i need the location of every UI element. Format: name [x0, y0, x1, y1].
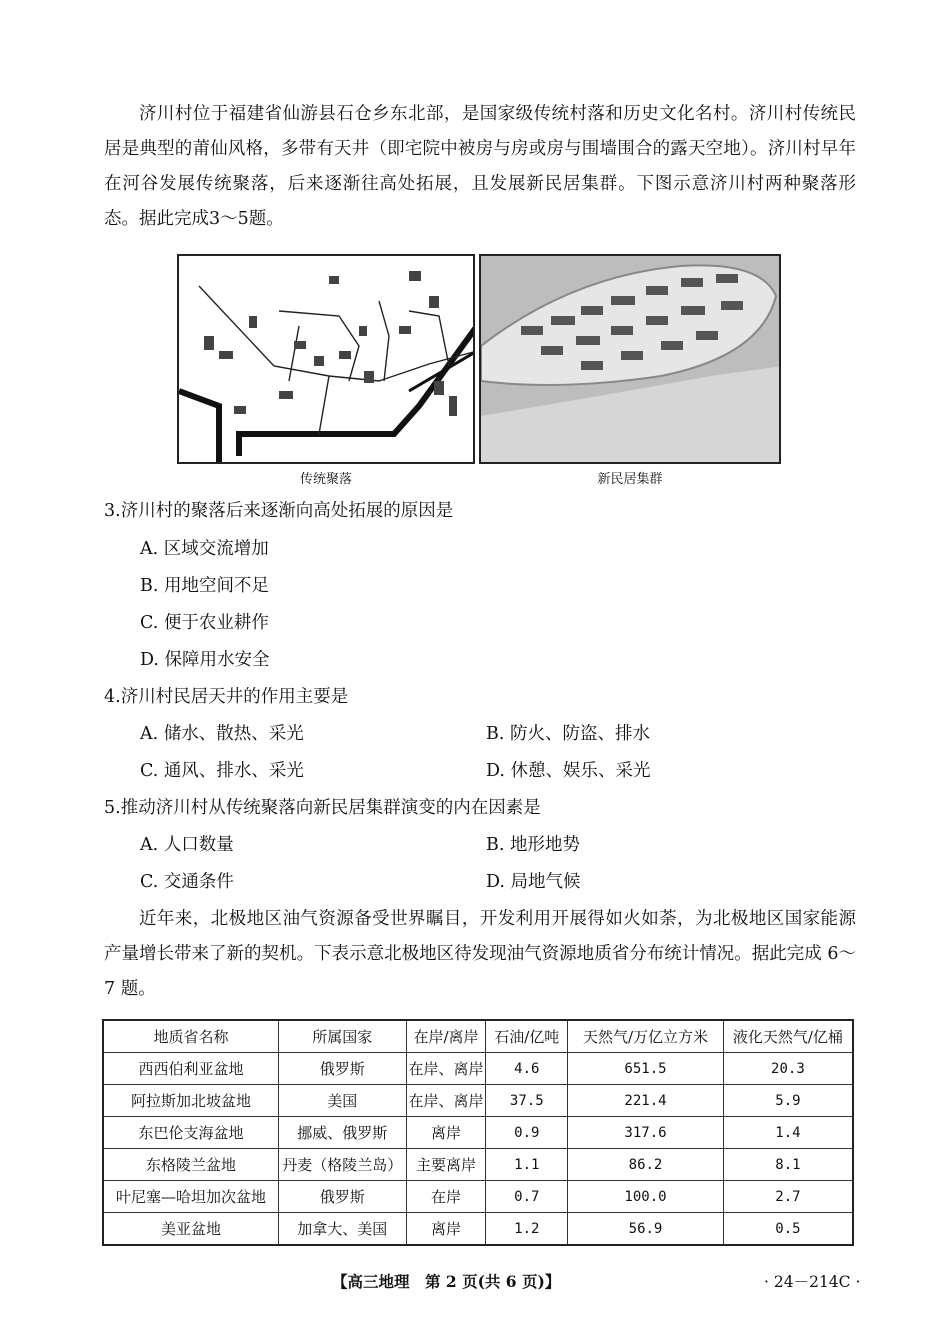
- new-residential-svg: [481, 256, 781, 464]
- cell-country: 丹麦（格陵兰岛）: [278, 1149, 406, 1181]
- header-province: 地质省名称: [103, 1020, 278, 1053]
- arctic-oil-gas-table: [102, 1019, 854, 1246]
- q3-option-c[interactable]: C. 便于农业耕作: [140, 613, 269, 633]
- cell-onshore: 离岸: [406, 1117, 486, 1149]
- question-4-stem: 4.济川村民居天井的作用主要是: [104, 687, 349, 707]
- caption-new-residential: 新民居集群: [597, 472, 663, 487]
- cell-country: 俄罗斯: [278, 1053, 406, 1085]
- cell-oil: 0.7: [486, 1181, 568, 1213]
- cell-oil: 37.5: [486, 1085, 568, 1117]
- cell-province: 叶尼塞—哈坦加次盆地: [103, 1181, 278, 1213]
- cell-onshore: 在岸: [406, 1181, 486, 1213]
- cell-gas: 56.9: [568, 1213, 724, 1246]
- table-row: [103, 1181, 853, 1213]
- cell-gas: 100.0: [568, 1181, 724, 1213]
- footer-code: · 24－214C ·: [764, 1273, 861, 1291]
- q4-option-a[interactable]: A. 储水、散热、采光: [140, 724, 304, 744]
- q5-option-d[interactable]: D. 局地气候: [486, 872, 581, 892]
- question-5-stem: 5.推动济川村从传统聚落向新民居集群演变的内在因素是: [104, 798, 541, 818]
- passage-arctic: 近年来，北极地区油气资源备受世界瞩目，开发利用开展得如火如荼，为北极地区国家能源产量增长带来了新的契机。下表示意北极地区待发现油气资源地质省分布统计情况。据此完成 6～7 题。: [104, 909, 856, 999]
- q5-option-a[interactable]: A. 人口数量: [140, 835, 234, 855]
- header-onshore: 在岸/离岸: [406, 1020, 486, 1053]
- cell-lng: 8.1: [723, 1149, 853, 1181]
- cell-province: 东格陵兰盆地: [103, 1149, 278, 1181]
- q3-option-a[interactable]: A. 区域交流增加: [140, 539, 269, 559]
- footer-page-info: 【高三地理 第 2 页(共 6 页)】: [332, 1272, 561, 1291]
- q4-option-b[interactable]: B. 防火、防盗、排水: [486, 724, 650, 744]
- header-oil: 石油/亿吨: [486, 1020, 568, 1053]
- header-lng: 液化天然气/亿桶: [723, 1020, 853, 1053]
- cell-lng: 5.9: [723, 1085, 853, 1117]
- cell-oil: 4.6: [486, 1053, 568, 1085]
- header-country: 所属国家: [278, 1020, 406, 1053]
- cell-onshore: 在岸、离岸: [406, 1085, 486, 1117]
- cell-country: 美国: [278, 1085, 406, 1117]
- question-3-stem: 3.济川村的聚落后来逐渐向高处拓展的原因是: [104, 501, 454, 521]
- cell-oil: 1.2: [486, 1213, 568, 1246]
- q3-option-b[interactable]: B. 用地空间不足: [140, 576, 269, 596]
- cell-province: 西西伯利亚盆地: [103, 1053, 278, 1085]
- cell-oil: 0.9: [486, 1117, 568, 1149]
- cell-onshore: 在岸、离岸: [406, 1053, 486, 1085]
- q5-option-c[interactable]: C. 交通条件: [140, 872, 234, 892]
- cell-gas: 651.5: [568, 1053, 724, 1085]
- passage-jichuan: 济川村位于福建省仙游县石仓乡东北部，是国家级传统村落和历史文化名村。济川村传统民居是典型的莆仙风格，多带有天井（即宅院中被房与房或房与围墙围合的露天空地）。济川村早年在河谷发展传统聚落，后来逐渐往高处拓展，且发展新民居集群。下图示意济川村两种聚落形态。据此完成3～5题。: [104, 104, 856, 229]
- caption-traditional: 传统聚落: [299, 472, 352, 487]
- cell-onshore: 主要离岸: [406, 1149, 486, 1181]
- cell-lng: 0.5: [723, 1213, 853, 1246]
- q4-option-d[interactable]: D. 休憩、娱乐、采光: [486, 761, 651, 781]
- cell-country: 挪威、俄罗斯: [278, 1117, 406, 1149]
- cell-lng: 20.3: [723, 1053, 853, 1085]
- table-row: [103, 1117, 853, 1149]
- new-residential-cluster-photo: [479, 254, 781, 464]
- cell-lng: 1.4: [723, 1117, 853, 1149]
- cell-province: 美亚盆地: [103, 1213, 278, 1246]
- cell-lng: 2.7: [723, 1181, 853, 1213]
- cell-onshore: 离岸: [406, 1213, 486, 1246]
- cell-country: 加拿大、美国: [278, 1213, 406, 1246]
- table-row: [103, 1149, 853, 1181]
- cell-country: 俄罗斯: [278, 1181, 406, 1213]
- q3-option-d[interactable]: D. 保障用水安全: [140, 650, 270, 670]
- cell-gas: 221.4: [568, 1085, 724, 1117]
- header-gas: 天然气/万亿立方米: [568, 1020, 724, 1053]
- cell-gas: 317.6: [568, 1117, 724, 1149]
- table-header-row: [103, 1020, 853, 1053]
- traditional-settlement-map: [177, 254, 475, 464]
- traditional-settlement-svg: [179, 256, 475, 464]
- cell-province: 阿拉斯加北坡盆地: [103, 1085, 278, 1117]
- cell-gas: 86.2: [568, 1149, 724, 1181]
- cell-province: 东巴伦支海盆地: [103, 1117, 278, 1149]
- q4-option-c[interactable]: C. 通风、排水、采光: [140, 761, 304, 781]
- table-row: [103, 1213, 853, 1246]
- table-row: [103, 1085, 853, 1117]
- cell-oil: 1.1: [486, 1149, 568, 1181]
- q5-option-b[interactable]: B. 地形地势: [486, 835, 580, 855]
- table-row: [103, 1053, 853, 1085]
